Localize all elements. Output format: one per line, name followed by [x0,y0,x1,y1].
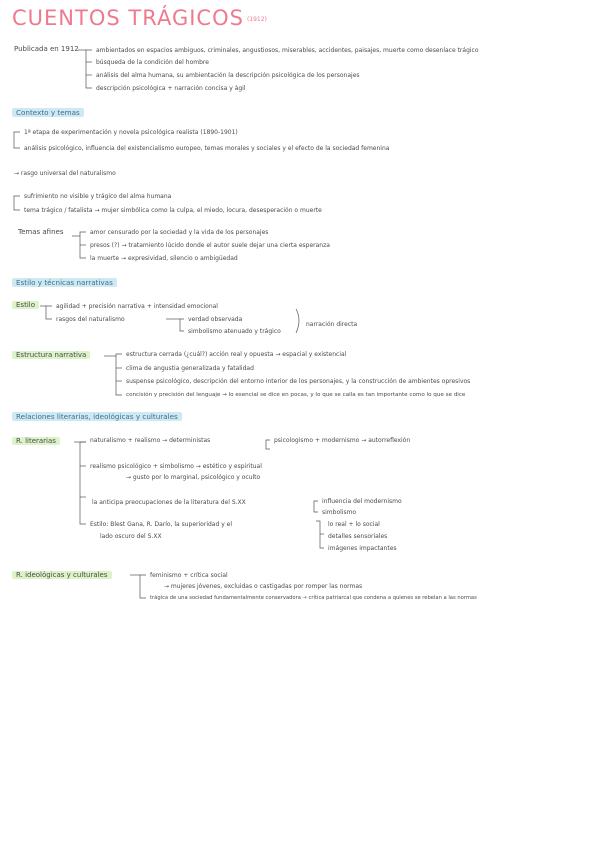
ideologicas-item: trágica de una sociedad fundamentalmente conservadora → crítica patriarcal que condena a quienes se rebelan a las normas [150,595,477,601]
estructura-item: suspense psicológico, descripción del entorno interior de los personajes, y la construcción de ambientes opresivos [126,378,471,385]
estructura-label: Estructura narrativa [12,351,90,360]
intro-item: ambientados en espacios ambiguos, criminales, angustiosos, miserables, accidentes, paisajes, muerte como desenlace trágico [96,47,479,54]
literarias-item: → gusto por lo marginal, psicológico y oculto [126,474,261,481]
estilo-bracket-note: narración directa [306,321,358,328]
intro-item: búsqueda de la condición del hombre [96,59,209,66]
literarias-item: lado oscuro del S.XX [100,533,162,540]
literarias-item: Estilo: Blest Gana, R. Darío, la superioridad y el [90,521,233,528]
contexto-line: análisis psicológico, influencia del existencialismo europeo, temas morales y sociales y el efecto de la sociedad femenina [24,145,390,152]
contexto-line: 1ª etapa de experimentación y novela psicológica realista (1890-1901) [24,129,238,136]
literarias-label: R. literarias [12,437,60,446]
temas-label: Temas afines [18,228,64,236]
estilo-item: rasgos del naturalismo [56,316,125,323]
ideologicas-item: → mujeres jóvenes, excluidas o castigadas por romper las normas [164,583,363,590]
literarias-item: detalles sensoriales [328,533,388,540]
title-year: (1912) [246,15,267,23]
estructura-item: estructura cerrada (¿cuál?) acción real y opuesta → espacial y existencial [126,351,347,358]
literarias-item: lo real + lo social [328,521,380,528]
estructura-item: concisión y precisión del lenguaje → lo esencial se dice en pocas, y lo que se calla es tan importante como lo que se dice [126,392,466,398]
section-heading-estilo: Estilo y técnicas narrativas [12,278,117,287]
literarias-item: naturalismo + realismo → deterministas [90,437,211,444]
contexto-line: sufrimiento no visible y trágico del alma humana [24,193,172,200]
estilo-label: Estilo [12,301,39,310]
temas-item: presos (?) → tratamiento lúcido donde el autor suele dejar una cierta esperanza [90,242,330,249]
ideologicas-label: R. ideológicas y culturales [12,571,112,580]
ideologicas-item: feminismo + crítica social [150,572,228,579]
page-title [12,6,267,30]
intro-label: Publicada en 1912 [14,45,79,53]
literarias-item: imágenes impactantes [328,545,397,552]
literarias-item: psicologismo + modernismo → autorreflexión [274,437,411,444]
literarias-item: la anticipa preocupaciones de la literatura del S.XX [92,499,246,506]
section-heading-relaciones: Relaciones literarias, ideológicas y culturales [12,412,182,421]
section-heading-contexto: Contexto y temas [12,108,84,117]
estilo-item: agilidad + precisión narrativa + intensidad emocional [56,303,218,310]
estructura-item: clima de angustia generalizada y fatalidad [126,365,254,372]
literarias-item: influencia del modernismo [322,498,402,505]
estilo-subitem: verdad observada [188,316,243,323]
literarias-item: simbolismo [322,509,357,516]
intro-item: análisis del alma humana, su ambientación la descripción psicológica de los personajes [96,72,360,79]
title-main: CUENTOS TRÁGICOS [12,6,244,30]
literarias-item: realismo psicológico + simbolismo → estético y espiritual [90,463,262,470]
estilo-subitem: simbolismo atenuado y trágico [188,328,281,335]
contexto-line: tema trágico / fatalista → mujer simbólica como la culpa, el miedo, locura, desesperación o muerte [24,207,322,214]
contexto-arrow-line: → rasgo universal del naturalismo [14,170,116,177]
temas-item: la muerte → expresividad, silencio o ambigüedad [90,255,238,262]
temas-item: amor censurado por la sociedad y la vida de los personajes [90,229,269,236]
intro-item: descripción psicológica + narración concisa y ágil [96,85,246,92]
